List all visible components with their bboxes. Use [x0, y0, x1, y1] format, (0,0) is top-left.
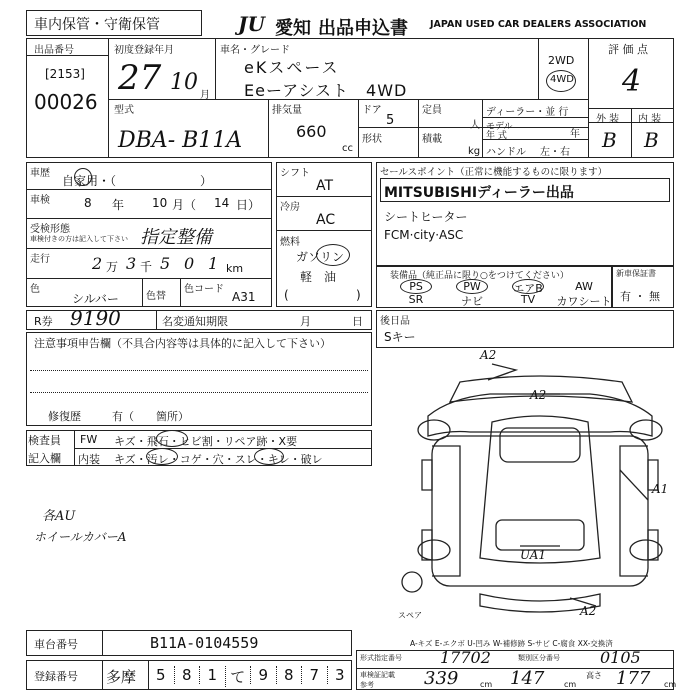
sales-point-3: FCM·city·ASC [384, 228, 464, 242]
exterior-label: 外 装 [596, 114, 620, 125]
equipment-label: 装備品（純正品に限り○をつけてください） [390, 271, 569, 281]
handle-value: 左・右 [540, 147, 570, 158]
afterfit-label: 後日品 [380, 316, 410, 327]
fuel-circle [316, 244, 350, 266]
spare-tire-icon [402, 572, 422, 592]
type-value: DBA- B11A [118, 128, 243, 153]
fuel-label: 燃料 [280, 237, 300, 248]
handle-label: ハンドル [486, 147, 526, 158]
car-cabin [480, 416, 600, 563]
shift-value: AT [316, 178, 334, 194]
spec-type-label: 形式指定番号 [360, 654, 402, 662]
first-reg-month: 10 [170, 70, 198, 95]
history-label: 車歴 [30, 168, 50, 179]
damage-mark-2: A2 [530, 388, 547, 402]
color-label: 色 [30, 284, 40, 295]
damage-legend: A-キズ E-エクボ U-凹み W-補修跡 S-サビ C-腐食 XX-交換済 [410, 639, 613, 648]
first-reg-year: 27 [118, 58, 162, 98]
damage-mark-5: A2 [580, 604, 597, 618]
repair-label: 修復歴 [48, 410, 81, 423]
color-code-label: 色コード [184, 284, 224, 295]
mileage-u1: 万 [106, 260, 119, 274]
equipment-item: ナビ [461, 295, 483, 308]
mileage-d1: 2 [92, 254, 103, 273]
registration-label: 登録番号 [34, 670, 78, 683]
drive-4wd: 4WD [550, 74, 574, 85]
recycle-value: 9190 [70, 306, 121, 330]
mileage-u2: 千 [140, 260, 153, 274]
dealer-label: ディーラー・並 行 [486, 107, 569, 118]
spec-class-value: 0105 [600, 648, 641, 667]
exterior-grade: B [602, 128, 617, 152]
spare-label: スペア [398, 611, 422, 620]
damage-mark-4: UA1 [520, 548, 547, 562]
dim-label1: 車検証記載 [360, 671, 395, 679]
color-code: A31 [232, 290, 256, 304]
afterfit-block [376, 310, 674, 348]
capacity-unit: 人 [470, 120, 480, 131]
dim-width: 147 [510, 668, 545, 689]
mileage-d2: 3 [126, 254, 137, 273]
model-label: 車名・グレード [220, 45, 290, 56]
dim-length: 339 [424, 668, 459, 689]
model-year-label1: モデル [486, 122, 513, 132]
registration-cell: 5 [155, 666, 166, 684]
damage-mark-1: A2 [480, 348, 497, 362]
registration-cell: 8 [174, 666, 200, 684]
equipment-item: エアB [513, 282, 543, 295]
ju-logo: JU [238, 12, 265, 36]
inspector-label2: 記入欄 [28, 452, 61, 465]
inspector-row2: キズ・汚レ・コゲ・穴・スレ・キレ・破レ [114, 453, 323, 466]
logo-text: 愛知 [275, 18, 311, 39]
equipment-item: PS [409, 280, 423, 293]
lot-sub: [2153] [45, 67, 85, 81]
load-unit: kg [468, 146, 481, 157]
mileage-label: 走行 [30, 254, 50, 265]
dim-width-unit: cm [564, 680, 577, 689]
type-label: 型式 [114, 105, 134, 116]
storage-label: 車内保管・守衛保管 [34, 17, 160, 33]
registration-cell: 9 [250, 666, 276, 684]
ac-label: 冷房 [280, 202, 300, 213]
history-circle [74, 168, 92, 186]
handwritten-note-2: ホイールカバーA [34, 530, 127, 544]
name-change-label: 名変通知期限 [162, 315, 228, 328]
mileage-d3: 5 [160, 254, 171, 273]
mileage-d5: 1 [208, 254, 219, 273]
form-title: 出品申込書 [318, 18, 408, 39]
damage-mark-3: A1 [652, 482, 669, 496]
mileage-d4: 0 [184, 254, 195, 273]
ac-value: AC [316, 212, 336, 228]
dim-ref: 参考 [360, 681, 374, 689]
shape-label: 形状 [362, 134, 382, 145]
registration-area: 多摩 [106, 668, 137, 686]
maintenance-label: 受検形態 [30, 224, 70, 235]
displacement-value: 660 [296, 122, 327, 141]
maintenance-value: 指定整備 [140, 227, 212, 248]
interior-label: 内 装 [638, 114, 662, 125]
registration-cell: 8 [276, 666, 302, 684]
history-value: 自家用・（ ） [62, 174, 213, 188]
inspection-label: 車検 [30, 195, 50, 206]
displacement-label: 排気量 [272, 105, 302, 116]
dim-height-label: 高さ [586, 671, 602, 680]
maintenance-sub: 車検付きの方は記入して下さい [30, 235, 128, 243]
doors-value: 5 [386, 113, 395, 128]
dim-height: 177 [616, 668, 651, 689]
inspection-year: 8 [84, 196, 92, 210]
car-windshield [500, 428, 580, 462]
inspection-year-unit: 年 [112, 198, 125, 212]
equipment-item: SR [408, 293, 424, 306]
model-year-unit: 年 [570, 129, 580, 140]
equipment-circle [400, 279, 432, 294]
mileage-unit: km [226, 262, 244, 275]
spec-type-value: 17702 [440, 648, 491, 667]
model-grade: Eeーアシスト 4WD [244, 81, 408, 100]
inspector-fw: FW [80, 433, 98, 446]
shift-label: シフト [280, 168, 310, 179]
doors-label: ドア [362, 105, 382, 116]
wheel-rear-right [630, 540, 662, 560]
load-label: 積載 [422, 134, 442, 145]
sales-point-2: シートヒーター [384, 210, 468, 224]
model-name: eKスペース [244, 58, 340, 77]
equipment-item: カワシート [556, 295, 612, 308]
inspection-day-unit: 日） [236, 198, 261, 212]
first-reg-label: 初度登録年月 [114, 45, 174, 56]
inspector-row1: キズ・飛石・ヒビ割・リペア跡・X要 [114, 435, 298, 448]
registration-cell: て [225, 666, 251, 687]
fuel-value2: 軽 油 [300, 270, 337, 284]
inspection-day: 14 [214, 196, 230, 210]
equipment-item: PW [463, 280, 481, 293]
wheel-front-left [418, 420, 450, 440]
lot-label: 出品番号 [34, 45, 74, 56]
lot-number: 00026 [34, 90, 98, 114]
registration-cell: 1 [199, 666, 225, 684]
notes-label: 注意事項申告欄（不具合内容等は具体的に記入して下さい） [34, 337, 331, 350]
color-value: シルバー [72, 292, 119, 306]
name-change-day: 日 [352, 315, 363, 328]
recycle-label: R券 [34, 315, 53, 328]
model-year-label2: 年 式 [486, 131, 507, 141]
sales-points-label: セールスポイント（正常に機能するものに限ります） [380, 167, 608, 178]
sales-point-1: MITSUBISHIディーラー出品 [384, 185, 574, 201]
equipment-circle [512, 279, 544, 294]
fuel-value1: ガソリン [296, 250, 345, 264]
repair-value: 有（ 箇所） [112, 410, 189, 423]
registration-cell: 3 [327, 666, 353, 684]
warranty-value: 有 ・ 無 [620, 290, 660, 303]
inspector-interior: 内装 [78, 453, 100, 466]
evaluation-score: 4 [622, 64, 642, 99]
chassis-label: 車台番号 [34, 638, 78, 651]
warranty-label: 新車保証書 [616, 269, 656, 278]
chassis-number: B11A-0104559 [150, 634, 259, 652]
spec-class-label: 類別区分番号 [518, 654, 560, 662]
color-change-label: 色替 [146, 291, 166, 302]
afterfit-value: Sキー [384, 330, 416, 344]
name-change-month: 月 [300, 315, 311, 328]
drive-2wd: 2WD [548, 54, 575, 67]
first-reg-month-unit: 月 [200, 90, 210, 101]
association-name: JAPAN USED CAR DEALERS ASSOCIATION [430, 19, 647, 30]
wheel-front-right [630, 420, 662, 440]
equipment-item: TV [520, 293, 536, 306]
displacement-unit: cc [342, 143, 353, 154]
wheel-rear-left [418, 540, 450, 560]
equipment-circle [456, 279, 488, 294]
inspection-month: 10 [152, 196, 168, 210]
dim-length-unit: cm [480, 680, 493, 689]
dim-height-unit: cm [664, 680, 677, 689]
handwritten-note-1: 各AU [42, 509, 76, 524]
registration-cell: 7 [301, 666, 327, 684]
capacity-label: 定員 [422, 105, 442, 116]
evaluation-label: 評 価 点 [608, 43, 648, 56]
inspection-month-unit: 月（ [172, 198, 197, 212]
equipment-item: AW [575, 280, 593, 293]
interior-grade: B [644, 128, 659, 152]
inspector-label1: 検査員 [28, 434, 61, 447]
